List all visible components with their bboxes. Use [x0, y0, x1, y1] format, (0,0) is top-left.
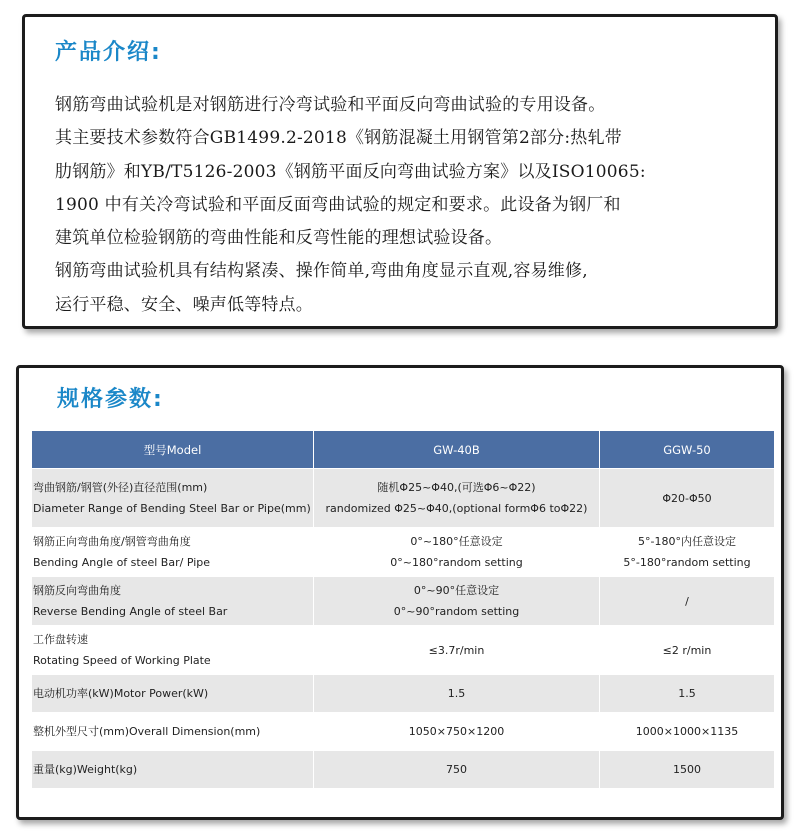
- specifications-panel: [16, 365, 784, 820]
- intro-body: [55, 89, 755, 322]
- row-label: Diameter Range of Bending Steel Bar or Pipe(mm): [33, 502, 311, 515]
- row-label: 钢筋正向弯曲角度/钢管弯曲角度: [33, 535, 191, 548]
- header-gw-40b: GW-40B: [314, 431, 600, 469]
- spec-header-row: [32, 431, 775, 469]
- row-label: 电动机功率(kW)Motor Power(kW): [33, 687, 209, 700]
- row-label: 整机外型尺寸(mm)Overall Dimension(mm): [33, 725, 261, 738]
- intro-line: 钢筋弯曲试验机是对钢筋进行冷弯试验和平面反向弯曲试验的专用设备。: [55, 95, 606, 115]
- spec-table: [31, 430, 775, 789]
- intro-line: 肋钢筋》和YB/T5126-2003《钢筋平面反向弯曲试验方案》以及ISO10065:: [55, 161, 646, 182]
- gw-40b-value: 1.5: [447, 687, 466, 700]
- row-label: 钢筋反向弯曲角度: [33, 584, 121, 597]
- intro-line: 1900 中有关冷弯试验和平面反面弯曲试验的规定和要求。此设备为钢厂和: [55, 194, 621, 215]
- table-row: [32, 469, 775, 528]
- ggw-50-value-cell: [600, 528, 775, 577]
- gw-40b-value-cell: [314, 469, 600, 528]
- gw-40b-value: 1050×750×1200: [408, 725, 505, 738]
- ggw-50-value-cell: [600, 675, 775, 713]
- gw-40b-value-cell: [314, 713, 600, 751]
- ggw-50-value: 1000×1000×1135: [635, 725, 739, 738]
- product-intro-panel: [22, 14, 778, 329]
- gw-40b-value: ≤3.7r/min: [428, 643, 485, 657]
- ggw-50-value-cell: [600, 751, 775, 789]
- ggw-50-value: Φ20-Φ50: [662, 491, 712, 505]
- row-label-cell: [32, 626, 314, 675]
- gw-40b-value: 0°~180°random setting: [390, 556, 523, 569]
- row-label-cell: [32, 751, 314, 789]
- gw-40b-value: 0°~90°random setting: [393, 605, 520, 618]
- table-row: [32, 577, 775, 626]
- row-label-cell: [32, 713, 314, 751]
- gw-40b-value-cell: [314, 577, 600, 626]
- ggw-50-value-cell: [600, 577, 775, 626]
- ggw-50-value: 5°-180°random setting: [623, 556, 751, 569]
- row-label: Bending Angle of steel Bar/ Pipe: [33, 556, 211, 569]
- intro-line: 建筑单位检验钢筋的弯曲性能和反弯性能的理想试验设备。: [55, 228, 503, 249]
- row-label: 重量(kg)Weight(kg): [33, 763, 138, 776]
- gw-40b-value: 随机Φ25~Φ40,(可选Φ6~Φ22): [377, 481, 536, 494]
- row-label-cell: [32, 469, 314, 528]
- row-label: Rotating Speed of Working Plate: [33, 654, 211, 667]
- ggw-50-value: 5°-180°内任意设定: [638, 535, 736, 548]
- table-row: [32, 751, 775, 789]
- ggw-50-value: /: [685, 594, 689, 608]
- gw-40b-value: 0°~180°任意设定: [410, 535, 503, 548]
- row-label: 工作盘转速: [33, 633, 88, 646]
- ggw-50-value-cell: [600, 713, 775, 751]
- gw-40b-value-cell: [314, 528, 600, 577]
- intro-line: 其主要技术参数符合GB1499.2-2018《钢筋混凝土用钢管第2部分:热轧带: [55, 128, 622, 149]
- ggw-50-value-cell: [600, 469, 775, 528]
- row-label-cell: [32, 528, 314, 577]
- intro-title: 产品介绍:: [55, 40, 162, 65]
- table-row: [32, 528, 775, 577]
- gw-40b-value: 0°~90°任意设定: [413, 584, 500, 597]
- row-label: Reverse Bending Angle of steel Bar: [33, 605, 228, 618]
- gw-40b-value-cell: [314, 626, 600, 675]
- gw-40b-value-cell: [314, 675, 600, 713]
- specs-title: 规格参数:: [57, 387, 164, 412]
- spec-table-body: [32, 469, 775, 789]
- row-label-cell: [32, 577, 314, 626]
- row-label: 弯曲钢筋/钢管(外径)直径范围(mm): [33, 481, 208, 494]
- ggw-50-value-cell: [600, 626, 775, 675]
- table-row: [32, 626, 775, 675]
- ggw-50-value: 1500: [673, 763, 701, 776]
- table-row: [32, 675, 775, 713]
- ggw-50-value: 1.5: [678, 687, 696, 700]
- ggw-50-value: ≤2 r/min: [662, 643, 712, 657]
- row-label-cell: [32, 675, 314, 713]
- table-row: [32, 713, 775, 751]
- header-model: 型号Model: [32, 431, 314, 469]
- intro-line: 钢筋弯曲试验机具有结构紧凑、操作简单,弯曲角度显示直观,容易维修,: [55, 261, 588, 282]
- gw-40b-value: randomized Φ25~Φ40,(optional formΦ6 toΦ22): [325, 502, 588, 515]
- gw-40b-value: 750: [446, 763, 467, 776]
- intro-line: 运行平稳、安全、噪声低等特点。: [55, 294, 313, 315]
- gw-40b-value-cell: [314, 751, 600, 789]
- header-ggw-50: GGW-50: [600, 431, 775, 469]
